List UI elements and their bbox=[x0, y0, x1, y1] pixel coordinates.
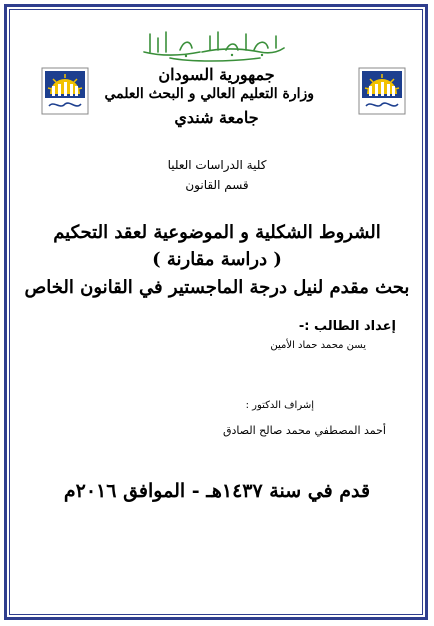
prepared-by-label: إعداد الطالب :- bbox=[298, 319, 396, 334]
supervisor-label: إشراف الدكتور : bbox=[245, 400, 314, 411]
country-heading: جمهورية السودان bbox=[158, 65, 275, 84]
university-heading: جامعة شندي bbox=[174, 108, 259, 127]
university-logo-icon bbox=[40, 66, 90, 116]
degree-statement: بحث مقدم لنيل درجة الماجستير في القانون الخاص bbox=[24, 277, 410, 298]
bismillah-calligraphy-icon bbox=[140, 26, 288, 62]
supervisor-name: أحمد المصطفي محمد صالح الصادق bbox=[222, 424, 386, 437]
department-label: قسم القانون bbox=[185, 178, 249, 192]
submission-date: قدم في سنة ١٤٣٧هـ - الموافق ٢٠١٦م bbox=[63, 480, 371, 502]
thesis-subtitle: ( دراسة مقارنة ) bbox=[152, 249, 282, 270]
ministry-heading: وزارة التعليم العالي و البحث العلمي bbox=[104, 86, 314, 102]
faculty-label: كلية الدراسات العليا bbox=[167, 158, 267, 172]
thesis-title: الشروط الشكلية و الموضوعية لعقد التحكيم bbox=[53, 222, 381, 243]
university-logo-icon bbox=[357, 66, 407, 116]
student-name: يسن محمد حماد الأمين bbox=[270, 340, 366, 351]
